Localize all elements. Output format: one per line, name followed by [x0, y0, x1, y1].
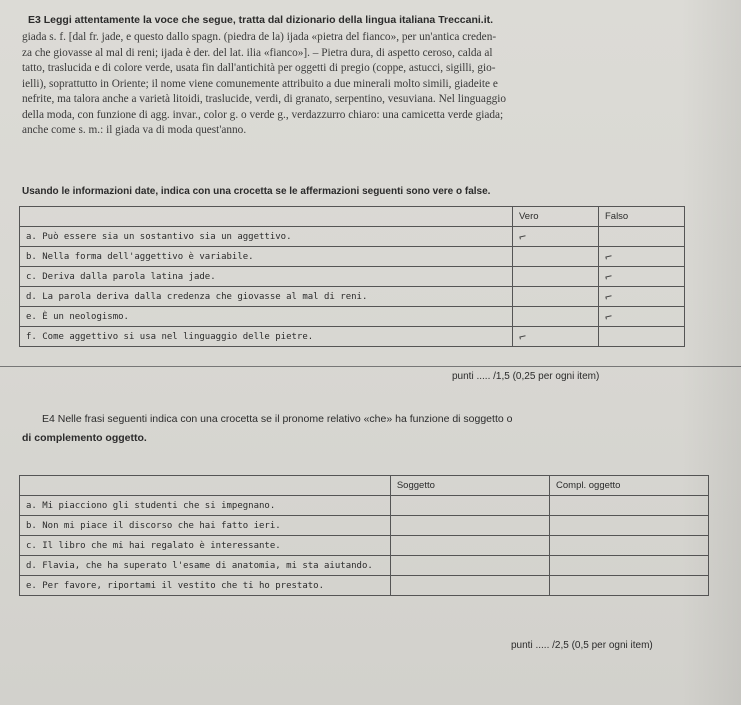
- table-row: [20, 307, 685, 327]
- compl-oggetto-cell[interactable]: [550, 516, 709, 536]
- compl-oggetto-cell[interactable]: [550, 496, 709, 516]
- compl-oggetto-cell[interactable]: [550, 556, 709, 576]
- soggetto-cell[interactable]: [390, 556, 549, 576]
- exercise4-instruction: E4 Nelle frasi seguenti indica con una crocetta se il pronome relativo «che» ha funzione di soggetto o: [42, 413, 513, 425]
- dictionary-line: ielli), soprattutto in Oriente; il nome viene comunemente attribuito a due minerali molto simili, giadeite e: [22, 77, 498, 90]
- statement-cell: d. Flavia, che ha superato l'esame di anatomia, mi sta aiutando.: [20, 556, 391, 576]
- compl-oggetto-cell[interactable]: [550, 536, 709, 556]
- tick-mark-icon: ⌐: [603, 308, 614, 325]
- dictionary-line: della moda, con funzione di agg. invar., color g. o verde g., verdazzurro chiaro: una camicetta verde giada;: [22, 108, 504, 121]
- table-row: [20, 227, 685, 247]
- exercise4-instruction-continued: di complemento oggetto.: [22, 432, 147, 444]
- vero-cell[interactable]: [512, 327, 598, 347]
- statement-cell: c. Il libro che mi hai regalato è interessante.: [20, 536, 391, 556]
- divider: [0, 366, 741, 367]
- vero-cell[interactable]: [512, 287, 598, 307]
- dictionary-entry: [22, 30, 734, 139]
- table-row: [20, 327, 685, 347]
- table-row: [20, 247, 685, 267]
- dictionary-line: nefrite, ma talora anche a varietà litoidi, traslucide, verdi, di granato, serpentino, vesuviana. Nel linguaggio: [22, 93, 507, 105]
- tick-mark-icon: ⌐: [603, 248, 614, 265]
- exercise3-instruction: Usando le informazioni date, indica con una crocetta se le affermazioni seguenti sono vere o false.: [22, 186, 491, 197]
- table-row: [20, 576, 709, 596]
- statement-cell: e. Per favore, riportami il vestito che ti ho prestato.: [20, 576, 391, 596]
- compl-oggetto-cell[interactable]: [550, 576, 709, 596]
- exercise4-score: punti ..... /2,5 (0,5 per ogni item): [511, 640, 653, 651]
- table-header-row: [20, 476, 709, 496]
- falso-cell[interactable]: [598, 227, 684, 247]
- falso-cell[interactable]: [598, 307, 684, 327]
- header-cell-compl-oggetto: Compl. oggetto: [550, 476, 709, 496]
- vero-cell[interactable]: [512, 227, 598, 247]
- statement-cell: a. Mi piacciono gli studenti che si impegnano.: [20, 496, 391, 516]
- table-row: [20, 556, 709, 576]
- header-cell-falso: Falso: [598, 207, 684, 227]
- statement-cell: b. Nella forma dell'aggettivo è variabile.: [20, 247, 513, 267]
- header-cell-soggetto: Soggetto: [390, 476, 549, 496]
- falso-cell[interactable]: [598, 287, 684, 307]
- dictionary-line: giada s. f. [dal fr. jade, e questo dallo spagn. (piedra de la) ijada «pietra del fianco», per un'antica creden-: [22, 31, 497, 43]
- dictionary-line: tatto, traslucida e di colore verde, usata fin dall'antichità per oggetti di pregio (coppe, astucci, sigilli, gio-: [22, 62, 496, 74]
- vero-cell[interactable]: [512, 307, 598, 327]
- table-row: [20, 267, 685, 287]
- exercise3-title: E3 Leggi attentamente la voce che segue, tratta dal dizionario della lingua italiana Treccani.it.: [28, 14, 494, 26]
- header-cell-vero: Vero: [512, 207, 598, 227]
- tick-mark-icon: ⌐: [517, 328, 528, 345]
- statement-cell: f. Come aggettivo si usa nel linguaggio delle pietre.: [20, 327, 513, 347]
- falso-cell[interactable]: [598, 267, 684, 287]
- table-row: [20, 536, 709, 556]
- soggetto-cell[interactable]: [390, 536, 549, 556]
- statement-cell: c. Deriva dalla parola latina jade.: [20, 267, 513, 287]
- soggetto-cell[interactable]: [390, 516, 549, 536]
- table-header-row: [20, 207, 685, 227]
- statement-cell: e. È un neologismo.: [20, 307, 513, 327]
- soggetto-cell[interactable]: [390, 576, 549, 596]
- statement-cell: a. Può essere sia un sostantivo sia un aggettivo.: [20, 227, 513, 247]
- exercise3-score: punti ..... /1,5 (0,25 per ogni item): [452, 371, 600, 382]
- falso-cell[interactable]: [598, 327, 684, 347]
- statement-cell: d. La parola deriva dalla credenza che giovasse al mal di reni.: [20, 287, 513, 307]
- header-cell-statement: [20, 207, 513, 227]
- falso-cell[interactable]: [598, 247, 684, 267]
- dictionary-line: za che giovasse al mal di reni; ijada è der. del lat. ilia «fianco»]. – Pietra dura, di aspetto ceroso, calda al: [22, 46, 493, 59]
- tick-mark-icon: ⌐: [517, 228, 528, 245]
- pronoun-function-table: [19, 475, 709, 596]
- soggetto-cell[interactable]: [390, 496, 549, 516]
- true-false-table: [19, 206, 685, 347]
- tick-mark-icon: ⌐: [603, 288, 614, 305]
- dictionary-line: anche come s. m.: il giada va di moda quest'anno.: [22, 124, 247, 136]
- table-row: [20, 496, 709, 516]
- table-row: [20, 287, 685, 307]
- tick-mark-icon: ⌐: [603, 268, 614, 285]
- statement-cell: b. Non mi piace il discorso che hai fatto ieri.: [20, 516, 391, 536]
- vero-cell[interactable]: [512, 247, 598, 267]
- vero-cell[interactable]: [512, 267, 598, 287]
- header-cell-statement: [20, 476, 391, 496]
- table-row: [20, 516, 709, 536]
